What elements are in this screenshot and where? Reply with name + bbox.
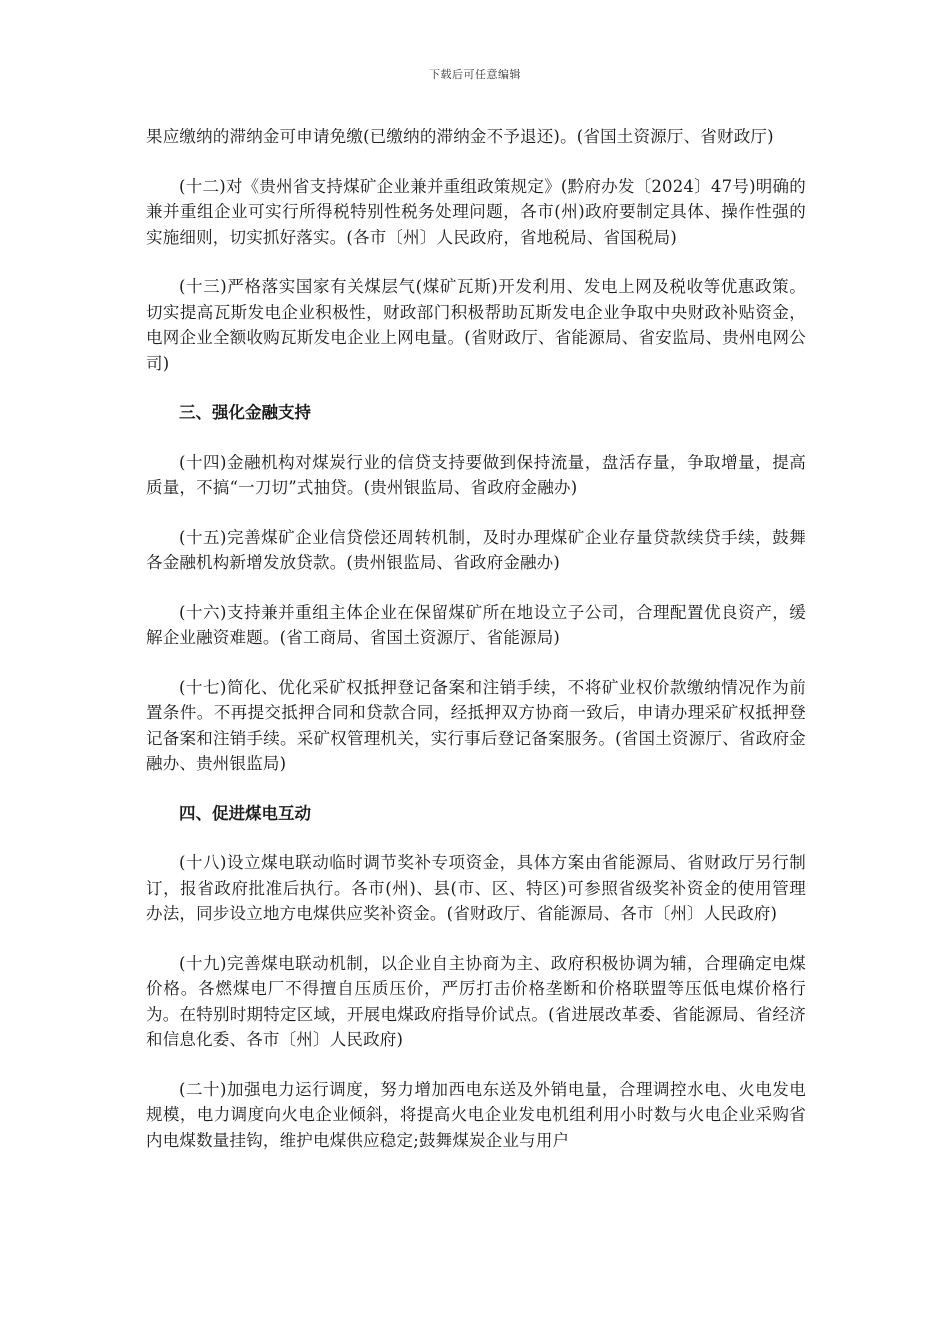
page-header-note: 下载后可任意编辑 (429, 68, 521, 81)
paragraph-item-16: (十六)支持兼并重组主体企业在保留煤矿所在地设立子公司，合理配置优良资产，缓解企业融资难题。(省工商局、省国土资源厅、省能源局) (146, 602, 806, 647)
paragraph-item-20: (二十)加强电力运行调度，努力增加西电东送及外销电量，合理调控水电、火电发电规模，电力调度向火电企业倾斜，将提高火电企业发电机组利用小时数与火电企业采购省内电煤数量挂钩，维护电煤供应稳定;鼓舞煤炭企业与用户 (146, 1079, 806, 1150)
paragraph-continuation: 果应缴纳的滞纳金可申请免缴(已缴纳的滞纳金不予退还)。(省国土资源厅、省财政厅) (146, 127, 774, 146)
paragraph-item-18: (十八)设立煤电联动临时调节奖补专项资金，具体方案由省能源局、省财政厅另行制订，报省政府批准后执行。各市(州)、县(市、区、特区)可参照省级奖补资金的使用管理办法，同步设立地方电煤供应奖补资金。(省财政厅、省能源局、各市〔州〕人民政府) (146, 853, 806, 923)
paragraph-item-14: (十四)金融机构对煤炭行业的信贷支持要做到保持流量，盘活存量，争取增量，提高质量，不搞“一刀切”式抽贷。(贵州银监局、省政府金融办) (146, 452, 806, 497)
paragraph-item-15: (十五)完善煤矿企业信贷偿还周转机制，及时办理煤矿企业存量贷款续贷手续，鼓舞各金融机构新增发放贷款。(贵州银监局、省政府金融办) (146, 527, 806, 572)
section-heading-4: 四、促进煤电互动 (179, 803, 311, 823)
section-heading-3: 三、强化金融支持 (179, 403, 311, 422)
paragraph-item-12: (十二)对《贵州省支持煤矿企业兼并重组政策规定》(黔府办发〔2024〕47号)明确的兼并重组企业可实行所得税特别性税务处理问题，各市(州)政府要制定具体、操作性强的实施细则，切实抓好落实。(各市〔州〕人民政府，省地税局、省国税局) (146, 176, 806, 247)
document-body (146, 124, 806, 1177)
paragraph-item-19: (十九)完善煤电联动机制，以企业自主协商为主、政府积极协调为辅，合理确定电煤价格。各燃煤电厂不得擅自压质压价，严厉打击价格垄断和价格联盟等压低电煤价格行为。在特别时期特定区域，开展电煤政府指导价试点。(省进展改革委、省能源局、省经济和信息化委、各市〔州〕人民政府) (146, 953, 806, 1049)
paragraph-item-13: (十三)严格落实国家有关煤层气(煤矿瓦斯)开发利用、发电上网及税收等优惠政策。切实提高瓦斯发电企业积极性，财政部门积极帮助瓦斯发电企业争取中央财政补贴资金，电网企业全额收购瓦斯发电企业上网电量。(省财政厅、省能源局、省安监局、贵州电网公司) (146, 277, 806, 373)
paragraph-item-17: (十七)简化、优化采矿权抵押登记备案和注销手续，不将矿业权价款缴纳情况作为前置条件。不再提交抵押合同和贷款合同，经抵押双方协商一致后，申请办理采矿权抵押登记备案和注销手续。采矿权管理机关，实行事后登记备案服务。(省国土资源厅、省政府金融办、贵州银监局) (146, 677, 806, 773)
